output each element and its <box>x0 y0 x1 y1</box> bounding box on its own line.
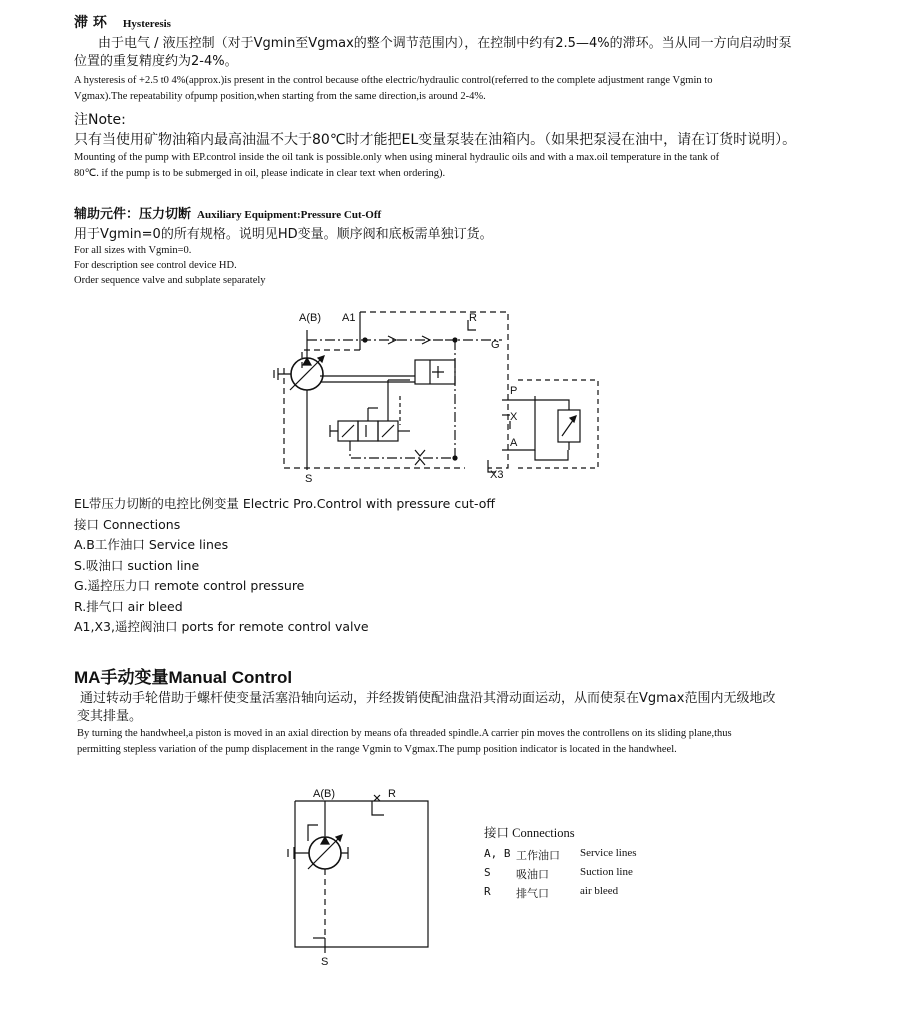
aux-line-1: For all sizes with Vgmin=0. <box>74 245 192 256</box>
manual-body-zh-1: 通过转动手轮借助于螺杆使变量活塞沿轴向运动，并经拨销使配油盘沿其滑动面运动，从而使泵在Vgmax范围内无级地改 <box>80 691 776 706</box>
manual-body-en-1: By turning the handwheel,a piston is moved in an axial direction by means ofa threaded spindle.A carrier pin moves the controllens on its sliding plane,thus <box>77 728 732 739</box>
port-zh: 工作油口 <box>516 849 560 862</box>
manual-title: MA手动变量Manual Control <box>74 668 293 687</box>
hysteresis-body-zh-1: 由于电气 / 液压控制（对于Vgmin至Vgmax的整个调节范围内），在控制中约有2.5—4%的滞环。当从同一方向启动时泵 <box>98 36 792 51</box>
hysteresis-body-en-1: A hysteresis of +2.5 t0 4%(approx.)is present in the control because ofthe electric/hydraulic control(referred to the complete adjustment range Vgmin to <box>74 75 713 86</box>
diagram1-label-r: R <box>469 312 477 324</box>
ep-control-schematic <box>270 300 610 485</box>
manual-body-en-2: permitting stepless variation of the pump displacement in the range Vgmin to Vgmax.The pump position indicator is located in the handwheel. <box>77 744 677 755</box>
port-zh: 吸油口 <box>516 868 549 881</box>
ep-connection-item: G.遥控压力口 remote control pressure <box>74 578 305 593</box>
table-row <box>484 866 641 885</box>
hysteresis-body-zh-2: 位置的重复精度约为2-4%。 <box>74 54 238 69</box>
aux-heading <box>74 203 381 223</box>
table-row <box>484 847 641 866</box>
diagram1-label-p: P <box>510 385 518 397</box>
aux-title-zh: 辅助元件：压力切断 <box>74 207 192 222</box>
ma-connections-heading: 接口 Connections <box>484 826 575 840</box>
aux-title-en: Auxiliary Equipment:Pressure Cut-Off <box>197 209 382 221</box>
ep-connection-item: S.吸油口 suction line <box>74 557 200 573</box>
hysteresis-title-zh: 滞 环 <box>74 15 107 31</box>
aux-body-zh: 用于Vgmin=0的所有规格。说明见HD变量。顺序阀和底板需单独订货。 <box>74 227 493 242</box>
port-code: A, B <box>484 847 511 860</box>
diagram1-label-a: A <box>510 437 518 449</box>
ep-connection-item: A.B工作油口 Service lines <box>74 537 229 552</box>
hysteresis-heading <box>74 12 171 32</box>
diagram1-label-a1: A1 <box>342 312 356 324</box>
ep-connection-item: R.排气口 air bleed <box>74 598 183 614</box>
port-code: S <box>484 866 491 879</box>
table-row <box>484 885 641 904</box>
note-title: 注Note: <box>74 112 126 128</box>
port-en: Service lines <box>580 847 637 859</box>
diagram1-label-s: S <box>305 473 313 485</box>
diagram1-label-ab: A(B) <box>299 312 321 324</box>
diagram1-label-x3: X3 <box>490 469 504 481</box>
port-en: Suction line <box>580 866 633 878</box>
port-code: R <box>484 885 491 898</box>
manual-body-zh-2: 变其排量。 <box>77 709 143 724</box>
diagram2-label-r: R <box>388 788 396 800</box>
port-en: air bleed <box>580 885 619 897</box>
aux-line-3: Order sequence valve and subplate separately <box>74 275 266 286</box>
note-body-en-2: 80℃. if the pump is to be submerged in oil, please indicate in clear text when ordering). <box>74 168 446 179</box>
diagram1-label-x: X <box>510 411 518 423</box>
aux-line-2: For description see control device HD. <box>74 260 237 271</box>
ep-connections <box>74 494 495 638</box>
ep-connection-item: A1,X3,遥控阀油口 ports for remote control valve <box>74 619 369 634</box>
ep-caption: EL带压力切断的电控比例变量 Electric Pro.Control with pressure cut-off <box>74 496 496 511</box>
ma-connections-table <box>484 847 641 904</box>
note-body-en-1: Mounting of the pump with EP.control inside the oil tank is possible.only when using mineral hydraulic oils and with a max.oil temperature in the tank of <box>74 152 720 163</box>
manual-control-schematic <box>280 783 440 968</box>
ma-connections <box>484 823 641 904</box>
note-body-zh: 只有当使用矿物油箱内最高油温不大于80℃时才能把EL变量泵装在油箱内。（如果把泵浸在油中，请在订货时说明）。 <box>74 132 797 148</box>
diagram2-label-ab: A(B) <box>313 788 335 800</box>
hysteresis-title-en: Hysteresis <box>122 18 171 30</box>
diagram1-label-g: G <box>491 339 500 351</box>
ep-connections-heading: 接口 Connections <box>74 516 181 532</box>
port-zh: 排气口 <box>516 887 549 900</box>
diagram2-label-s: S <box>321 956 329 968</box>
hysteresis-body-en-2: Vgmax).The repeatability ofpump position,when starting from the same direction,is around 2-4%. <box>74 91 486 102</box>
